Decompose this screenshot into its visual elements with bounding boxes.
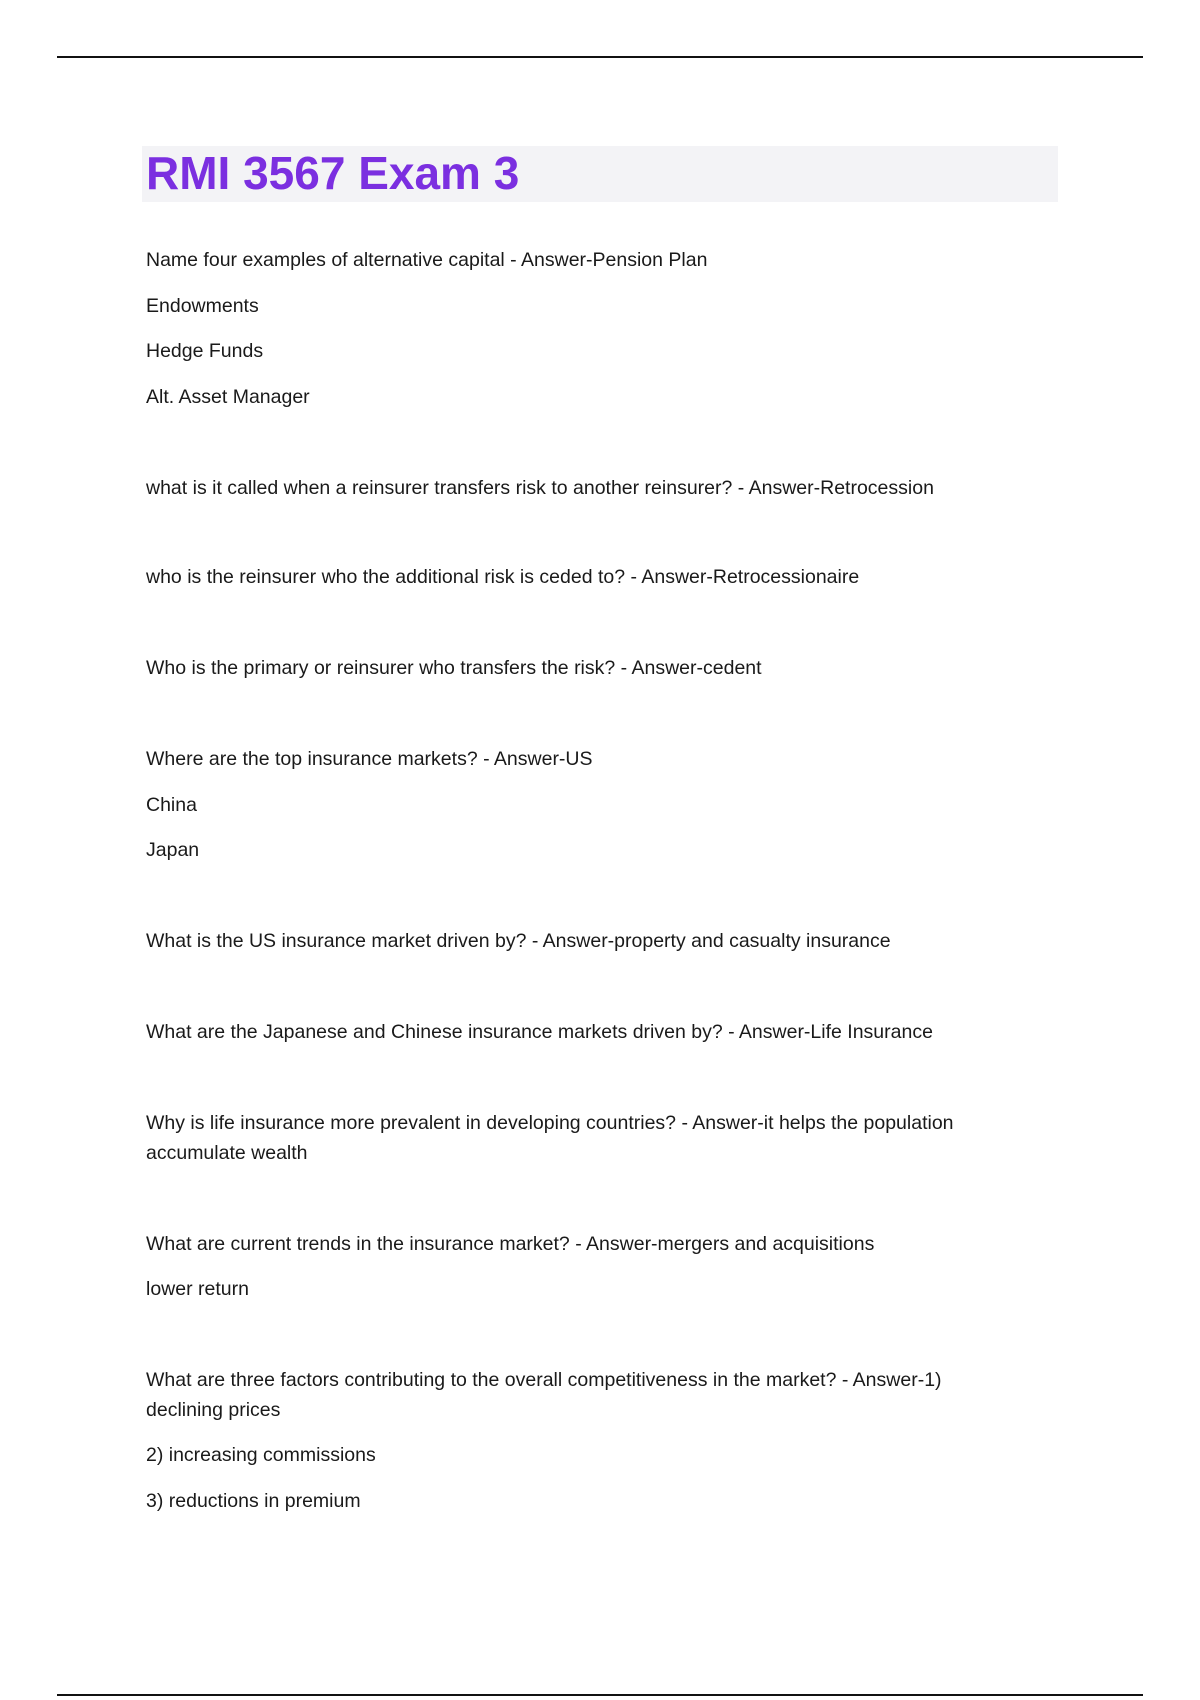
q2-question: what is it called when a reinsurer transfers risk to another reinsurer? - Answer-Retrocession: [146, 477, 934, 499]
q1-question: Name four examples of alternative capital - Answer-Pension Plan: [146, 249, 708, 271]
q1-answer-line-2: Endowments: [146, 295, 259, 317]
q5-answer-line-2: China: [146, 794, 197, 816]
bottom-rule: [57, 1694, 1143, 1696]
q8-answer-line-2: accumulate wealth: [146, 1142, 308, 1164]
page-title: RMI 3567 Exam 3: [146, 147, 520, 199]
q5-question: Where are the top insurance markets? - Answer-US: [146, 748, 593, 770]
q5-answer-line-3: Japan: [146, 839, 200, 861]
q9-question: What are current trends in the insurance market? - Answer-mergers and acquisitions: [146, 1233, 875, 1255]
q10-question: What are three factors contributing to the overall competitiveness in the market? - Answer-1): [146, 1369, 942, 1391]
q1-answer-line-4: Alt. Asset Manager: [146, 386, 310, 408]
top-rule: [57, 56, 1143, 58]
q7-question: What are the Japanese and Chinese insurance markets driven by? - Answer-Life Insurance: [146, 1021, 933, 1043]
q4-question: Who is the primary or reinsurer who transfers the risk? - Answer-cedent: [146, 657, 762, 679]
q10-answer-line-3: 2) increasing commissions: [146, 1444, 376, 1466]
q9-answer-line-2: lower return: [146, 1278, 249, 1300]
q10-answer-line-4: 3) reductions in premium: [146, 1490, 361, 1512]
q1-answer-line-3: Hedge Funds: [146, 340, 264, 362]
q8-question: Why is life insurance more prevalent in developing countries? - Answer-it helps the population: [146, 1112, 954, 1134]
q10-answer-line-2: declining prices: [146, 1399, 281, 1421]
q3-question: who is the reinsurer who the additional risk is ceded to? - Answer-Retrocessionaire: [146, 566, 860, 588]
q6-question: What is the US insurance market driven by? - Answer-property and casualty insurance: [146, 930, 891, 952]
